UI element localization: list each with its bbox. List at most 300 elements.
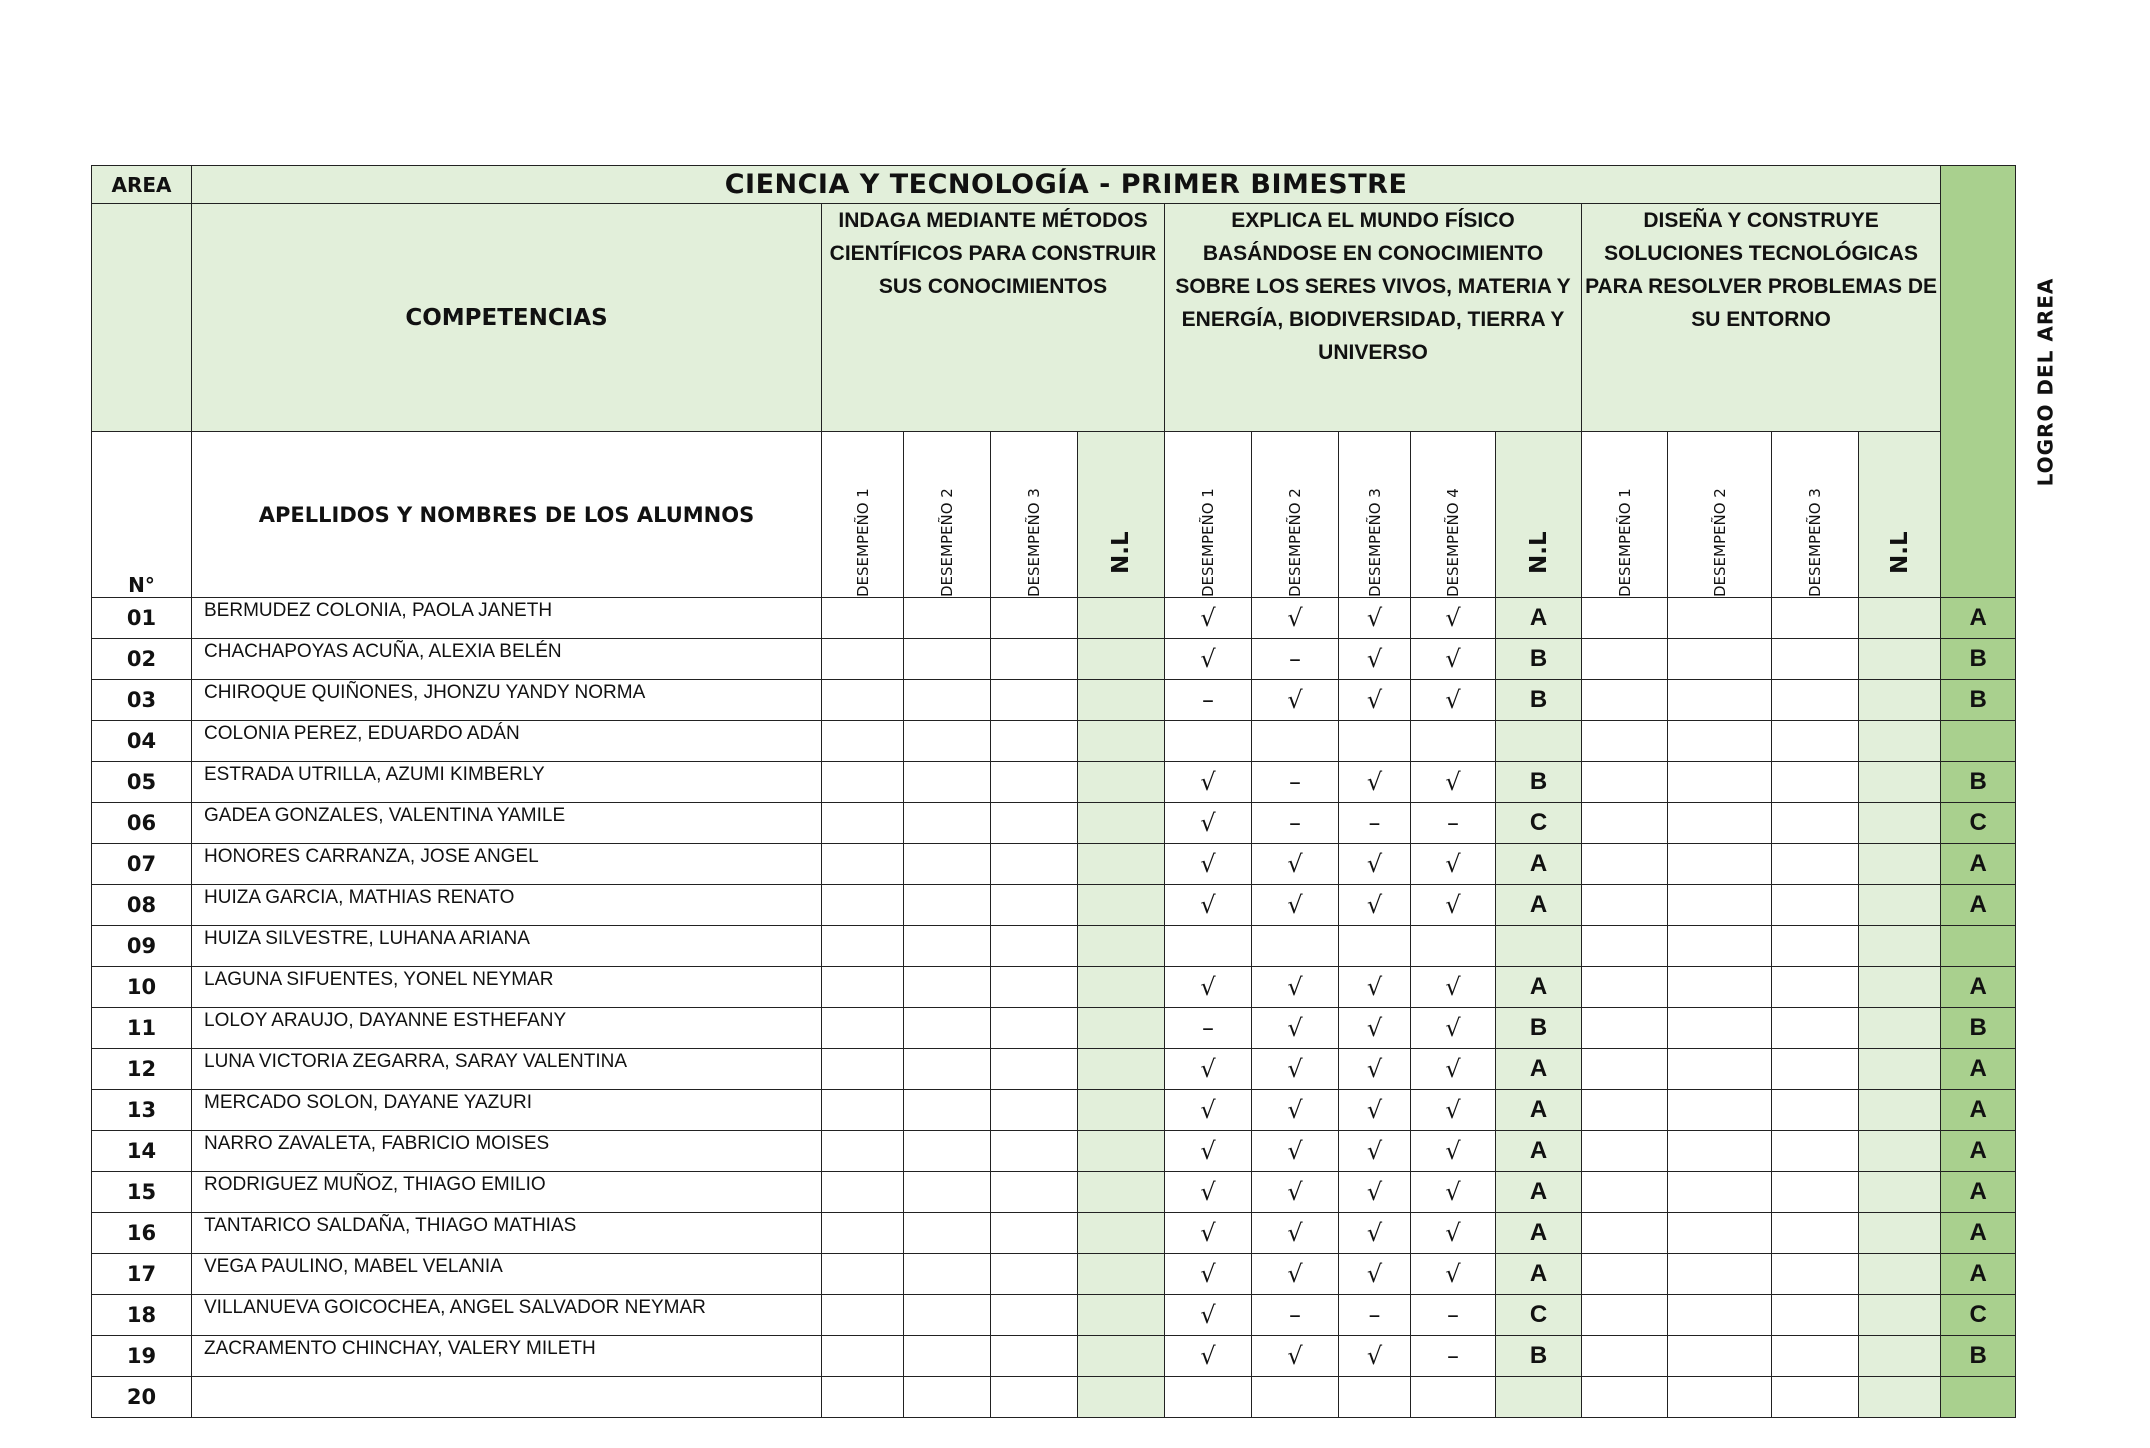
disena-nl-cell [1859, 1336, 1941, 1377]
indaga-desempeno-cell [904, 1254, 991, 1295]
disena-desempeno-cell [1668, 1172, 1772, 1213]
explica-nl-cell: C [1496, 803, 1582, 844]
explica-desempeno-cell: √ [1411, 967, 1496, 1008]
indaga-desempeno-cell [904, 639, 991, 680]
disena-nl-header: N.L [1859, 432, 1941, 598]
explica-nl-cell: A [1496, 844, 1582, 885]
explica-nl-cell: A [1496, 1131, 1582, 1172]
names-header: APELLIDOS Y NOMBRES DE LOS ALUMNOS [192, 432, 822, 598]
indaga-desempeno-cell [991, 680, 1078, 721]
explica-nl-cell: B [1496, 762, 1582, 803]
student-name: CHIROQUE QUIÑONES, JHONZU YANDY NORMA [192, 680, 822, 721]
explica-desempeno-cell: √ [1411, 1172, 1496, 1213]
explica-nl-cell: A [1496, 967, 1582, 1008]
disena-desempeno-cell [1582, 803, 1668, 844]
indaga-desempeno-cell [822, 1254, 904, 1295]
disena-desempeno-2-header: DESEMPEÑO 2 [1668, 432, 1772, 598]
disena-desempeno-cell [1772, 1049, 1859, 1090]
explica-desempeno-cell: – [1165, 1008, 1252, 1049]
student-name: LOLOY ARAUJO, DAYANNE ESTHEFANY [192, 1008, 822, 1049]
disena-desempeno-cell [1668, 639, 1772, 680]
student-name [192, 1377, 822, 1418]
explica-desempeno-cell: √ [1252, 1049, 1339, 1090]
logro-cell: A [1941, 1131, 2016, 1172]
student-name: TANTARICO SALDAÑA, THIAGO MATHIAS [192, 1213, 822, 1254]
student-number: 11 [92, 1008, 192, 1049]
indaga-desempeno-cell [822, 1295, 904, 1336]
explica-desempeno-cell: √ [1339, 598, 1411, 639]
disena-desempeno-cell [1668, 1008, 1772, 1049]
indaga-desempeno-cell [991, 844, 1078, 885]
indaga-desempeno-cell [904, 926, 991, 967]
explica-desempeno-cell: √ [1165, 1295, 1252, 1336]
indaga-nl-cell [1078, 639, 1165, 680]
explica-desempeno-cell: – [1339, 803, 1411, 844]
explica-desempeno-cell: √ [1411, 885, 1496, 926]
disena-nl-cell [1859, 967, 1941, 1008]
explica-desempeno-cell [1252, 926, 1339, 967]
disena-nl-cell [1859, 1377, 1941, 1418]
disena-desempeno-cell [1668, 598, 1772, 639]
explica-desempeno-3-header: DESEMPEÑO 3 [1339, 432, 1411, 598]
area-spacer [92, 204, 192, 432]
disena-desempeno-cell [1668, 762, 1772, 803]
student-name: LUNA VICTORIA ZEGARRA, SARAY VALENTINA [192, 1049, 822, 1090]
student-number: 20 [92, 1377, 192, 1418]
disena-desempeno-cell [1582, 1172, 1668, 1213]
disena-nl-cell [1859, 926, 1941, 967]
explica-desempeno-cell: √ [1339, 1090, 1411, 1131]
explica-desempeno-cell: √ [1252, 1172, 1339, 1213]
explica-desempeno-2-header: DESEMPEÑO 2 [1252, 432, 1339, 598]
logro-cell: A [1941, 1172, 2016, 1213]
disena-nl-cell [1859, 1008, 1941, 1049]
indaga-nl-cell [1078, 1254, 1165, 1295]
indaga-desempeno-cell [991, 1377, 1078, 1418]
disena-nl-cell [1859, 680, 1941, 721]
indaga-desempeno-cell [822, 803, 904, 844]
disena-desempeno-cell [1582, 639, 1668, 680]
explica-desempeno-cell: √ [1165, 1213, 1252, 1254]
explica-desempeno-cell: √ [1165, 844, 1252, 885]
logro-cell: B [1941, 1008, 2016, 1049]
logro-cell: A [1941, 967, 2016, 1008]
student-number: 08 [92, 885, 192, 926]
indaga-desempeno-cell [991, 721, 1078, 762]
explica-desempeno-cell: √ [1339, 680, 1411, 721]
explica-desempeno-cell: √ [1252, 844, 1339, 885]
indaga-desempeno-cell [904, 721, 991, 762]
disena-desempeno-cell [1772, 1295, 1859, 1336]
table-row [92, 926, 2016, 967]
logro-cell: A [1941, 1254, 2016, 1295]
explica-desempeno-cell: √ [1165, 762, 1252, 803]
explica-desempeno-cell: √ [1165, 885, 1252, 926]
disena-desempeno-cell [1582, 967, 1668, 1008]
indaga-desempeno-cell [904, 1008, 991, 1049]
indaga-nl-cell [1078, 762, 1165, 803]
table-row [92, 1213, 2016, 1254]
table-row [92, 1090, 2016, 1131]
disena-desempeno-cell [1772, 598, 1859, 639]
indaga-desempeno-cell [904, 1172, 991, 1213]
logro-header [1941, 166, 2058, 598]
logro-cell: B [1941, 762, 2016, 803]
indaga-nl-cell [1078, 598, 1165, 639]
indaga-nl-cell [1078, 1008, 1165, 1049]
disena-desempeno-cell [1582, 598, 1668, 639]
disena-desempeno-cell [1668, 1131, 1772, 1172]
explica-desempeno-cell [1411, 721, 1496, 762]
explica-desempeno-cell: – [1411, 1295, 1496, 1336]
explica-desempeno-cell [1252, 721, 1339, 762]
table-row [92, 598, 2016, 639]
disena-nl-cell [1859, 803, 1941, 844]
logro-cell [1941, 1377, 2016, 1418]
disena-desempeno-cell [1772, 844, 1859, 885]
explica-desempeno-cell: √ [1165, 598, 1252, 639]
table-row [92, 803, 2016, 844]
student-name: ESTRADA UTRILLA, AZUMI KIMBERLY [192, 762, 822, 803]
disena-desempeno-cell [1668, 967, 1772, 1008]
student-name: BERMUDEZ COLONIA, PAOLA JANETH [192, 598, 822, 639]
indaga-desempeno-cell [904, 762, 991, 803]
competencia-indaga: INDAGA MEDIANTE MÉTODOS CIENTÍFICOS PARA CONSTRUIR SUS CONOCIMIENTOS [822, 204, 1165, 432]
explica-desempeno-cell: √ [1252, 967, 1339, 1008]
indaga-nl-cell [1078, 967, 1165, 1008]
indaga-desempeno-cell [991, 967, 1078, 1008]
explica-desempeno-cell: √ [1411, 1254, 1496, 1295]
explica-desempeno-cell: √ [1339, 1049, 1411, 1090]
disena-desempeno-cell [1772, 1131, 1859, 1172]
explica-nl-cell: A [1496, 885, 1582, 926]
explica-desempeno-cell: √ [1411, 598, 1496, 639]
indaga-desempeno-cell [822, 1090, 904, 1131]
indaga-desempeno-cell [991, 1254, 1078, 1295]
table-row [92, 1049, 2016, 1090]
table-row [92, 967, 2016, 1008]
explica-nl-cell [1496, 926, 1582, 967]
disena-nl-cell [1859, 721, 1941, 762]
explica-nl-cell [1496, 1377, 1582, 1418]
indaga-desempeno-cell [822, 1131, 904, 1172]
logro-cell: A [1941, 885, 2016, 926]
explica-desempeno-cell: √ [1411, 1008, 1496, 1049]
disena-nl-cell [1859, 1172, 1941, 1213]
indaga-nl-cell [1078, 680, 1165, 721]
indaga-desempeno-cell [904, 598, 991, 639]
explica-desempeno-cell: √ [1165, 1049, 1252, 1090]
explica-desempeno-cell: √ [1252, 1131, 1339, 1172]
disena-desempeno-cell [1668, 680, 1772, 721]
indaga-desempeno-cell [904, 1090, 991, 1131]
explica-desempeno-cell: √ [1339, 1008, 1411, 1049]
disena-desempeno-cell [1582, 1336, 1668, 1377]
logro-cell: B [1941, 1336, 2016, 1377]
indaga-desempeno-cell [904, 1213, 991, 1254]
explica-desempeno-cell: √ [1339, 762, 1411, 803]
explica-nl-cell [1496, 721, 1582, 762]
table-row [92, 762, 2016, 803]
explica-desempeno-cell: √ [1165, 639, 1252, 680]
indaga-desempeno-cell [822, 1336, 904, 1377]
student-number: 02 [92, 639, 192, 680]
explica-desempeno-cell: – [1252, 639, 1339, 680]
student-name: VEGA PAULINO, MABEL VELANIA [192, 1254, 822, 1295]
logro-cell: C [1941, 803, 2016, 844]
indaga-desempeno-cell [822, 885, 904, 926]
explica-desempeno-cell: √ [1411, 1131, 1496, 1172]
indaga-desempeno-cell [822, 762, 904, 803]
indaga-desempeno-cell [904, 680, 991, 721]
disena-desempeno-cell [1582, 1377, 1668, 1418]
explica-desempeno-cell: – [1252, 1295, 1339, 1336]
student-name: RODRIGUEZ MUÑOZ, THIAGO EMILIO [192, 1172, 822, 1213]
logro-cell: C [1941, 1295, 2016, 1336]
indaga-desempeno-cell [822, 1049, 904, 1090]
table-row [92, 1336, 2016, 1377]
disena-desempeno-cell [1582, 1049, 1668, 1090]
explica-nl-cell: A [1496, 1172, 1582, 1213]
indaga-desempeno-cell [904, 1131, 991, 1172]
table-row [92, 885, 2016, 926]
explica-desempeno-cell: √ [1339, 844, 1411, 885]
disena-nl-cell [1859, 598, 1941, 639]
explica-desempeno-cell: √ [1252, 1090, 1339, 1131]
explica-desempeno-cell: – [1339, 1295, 1411, 1336]
indaga-desempeno-cell [904, 1049, 991, 1090]
indaga-nl-cell [1078, 844, 1165, 885]
table-row [92, 1254, 2016, 1295]
explica-desempeno-cell: √ [1165, 1172, 1252, 1213]
disena-desempeno-cell [1668, 844, 1772, 885]
student-name: LAGUNA SIFUENTES, YONEL NEYMAR [192, 967, 822, 1008]
indaga-nl-cell [1078, 1336, 1165, 1377]
explica-desempeno-cell [1252, 1377, 1339, 1418]
indaga-nl-header: N.L [1078, 432, 1165, 598]
student-name: HUIZA GARCIA, MATHIAS RENATO [192, 885, 822, 926]
indaga-desempeno-cell [904, 1336, 991, 1377]
disena-desempeno-cell [1772, 1008, 1859, 1049]
logro-cell: A [1941, 844, 2016, 885]
table-row [92, 1131, 2016, 1172]
explica-nl-cell: B [1496, 639, 1582, 680]
explica-desempeno-cell: √ [1339, 967, 1411, 1008]
disena-desempeno-cell [1772, 803, 1859, 844]
disena-desempeno-cell [1772, 926, 1859, 967]
explica-nl-cell: B [1496, 680, 1582, 721]
area-label: AREA [92, 166, 192, 204]
explica-desempeno-cell: √ [1252, 598, 1339, 639]
explica-desempeno-4-header: DESEMPEÑO 4 [1411, 432, 1496, 598]
indaga-desempeno-cell [991, 639, 1078, 680]
indaga-nl-cell [1078, 1131, 1165, 1172]
student-number: 06 [92, 803, 192, 844]
explica-desempeno-cell: √ [1252, 1008, 1339, 1049]
explica-desempeno-cell: √ [1252, 680, 1339, 721]
indaga-desempeno-cell [822, 926, 904, 967]
student-number: 13 [92, 1090, 192, 1131]
logro-cell: B [1941, 680, 2016, 721]
table-row [92, 721, 2016, 762]
indaga-desempeno-cell [991, 1049, 1078, 1090]
disena-desempeno-cell [1772, 680, 1859, 721]
disena-desempeno-cell [1772, 967, 1859, 1008]
logro-label: LOGRO DEL AREA [2033, 277, 2058, 486]
number-header: N° [92, 432, 192, 598]
explica-desempeno-cell: – [1411, 803, 1496, 844]
indaga-desempeno-cell [991, 1213, 1078, 1254]
indaga-nl-cell [1078, 721, 1165, 762]
student-number: 03 [92, 680, 192, 721]
disena-desempeno-cell [1772, 1172, 1859, 1213]
explica-desempeno-cell: √ [1252, 1213, 1339, 1254]
indaga-desempeno-cell [822, 1213, 904, 1254]
disena-desempeno-cell [1582, 762, 1668, 803]
indaga-desempeno-cell [991, 1336, 1078, 1377]
indaga-desempeno-cell [991, 1295, 1078, 1336]
disena-nl-cell [1859, 1295, 1941, 1336]
explica-nl-cell: B [1496, 1336, 1582, 1377]
explica-desempeno-cell: √ [1339, 1131, 1411, 1172]
disena-desempeno-cell [1668, 1336, 1772, 1377]
grades-table [91, 165, 2058, 1418]
indaga-nl-cell [1078, 926, 1165, 967]
table-row [92, 1008, 2016, 1049]
indaga-desempeno-cell [991, 598, 1078, 639]
disena-desempeno-cell [1668, 1377, 1772, 1418]
explica-nl-header: N.L [1496, 432, 1582, 598]
student-name: COLONIA PEREZ, EDUARDO ADÁN [192, 721, 822, 762]
indaga-desempeno-cell [904, 885, 991, 926]
explica-desempeno-cell: √ [1411, 844, 1496, 885]
student-number: 04 [92, 721, 192, 762]
disena-desempeno-cell [1582, 1213, 1668, 1254]
logro-cell [1941, 926, 2016, 967]
indaga-desempeno-cell [904, 967, 991, 1008]
disena-nl-cell [1859, 1090, 1941, 1131]
explica-desempeno-cell: √ [1411, 680, 1496, 721]
indaga-nl-cell [1078, 1295, 1165, 1336]
indaga-desempeno-cell [991, 1008, 1078, 1049]
indaga-desempeno-cell [822, 844, 904, 885]
student-number: 18 [92, 1295, 192, 1336]
student-number: 10 [92, 967, 192, 1008]
explica-desempeno-cell: √ [1339, 1336, 1411, 1377]
disena-nl-cell [1859, 1131, 1941, 1172]
indaga-desempeno-cell [991, 926, 1078, 967]
disena-desempeno-cell [1772, 1377, 1859, 1418]
explica-desempeno-cell: √ [1339, 885, 1411, 926]
explica-desempeno-cell: √ [1165, 1090, 1252, 1131]
explica-nl-cell: A [1496, 1213, 1582, 1254]
indaga-nl-cell [1078, 1049, 1165, 1090]
indaga-desempeno-cell [822, 967, 904, 1008]
logro-cell: B [1941, 639, 2016, 680]
explica-desempeno-cell: √ [1165, 1254, 1252, 1295]
disena-nl-cell [1859, 885, 1941, 926]
student-number: 16 [92, 1213, 192, 1254]
table-row [92, 639, 2016, 680]
indaga-nl-cell [1078, 1172, 1165, 1213]
explica-desempeno-cell [1165, 721, 1252, 762]
indaga-desempeno-cell [904, 844, 991, 885]
disena-desempeno-cell [1668, 721, 1772, 762]
explica-desempeno-cell: √ [1411, 762, 1496, 803]
table-row [92, 1295, 2016, 1336]
disena-desempeno-cell [1772, 1090, 1859, 1131]
logro-cell: A [1941, 1090, 2016, 1131]
disena-desempeno-cell [1668, 885, 1772, 926]
disena-desempeno-cell [1582, 1008, 1668, 1049]
page-title: CIENCIA Y TECNOLOGÍA - PRIMER BIMESTRE [192, 166, 1941, 204]
student-number: 12 [92, 1049, 192, 1090]
table-row [92, 1172, 2016, 1213]
disena-desempeno-cell [1668, 1090, 1772, 1131]
competencias-label: COMPETENCIAS [192, 204, 822, 432]
disena-desempeno-cell [1582, 885, 1668, 926]
indaga-desempeno-cell [822, 1172, 904, 1213]
disena-nl-cell [1859, 1213, 1941, 1254]
indaga-nl-cell [1078, 1090, 1165, 1131]
student-number: 17 [92, 1254, 192, 1295]
explica-desempeno-cell [1165, 926, 1252, 967]
indaga-desempeno-cell [822, 1008, 904, 1049]
indaga-desempeno-cell [822, 680, 904, 721]
explica-desempeno-cell: √ [1411, 1049, 1496, 1090]
student-number: 07 [92, 844, 192, 885]
explica-desempeno-cell: √ [1165, 1131, 1252, 1172]
indaga-desempeno-cell [822, 639, 904, 680]
disena-desempeno-cell [1582, 1090, 1668, 1131]
explica-desempeno-cell: √ [1165, 967, 1252, 1008]
explica-desempeno-cell: √ [1339, 1213, 1411, 1254]
disena-desempeno-cell [1582, 1254, 1668, 1295]
explica-desempeno-cell [1411, 1377, 1496, 1418]
student-number: 01 [92, 598, 192, 639]
student-number: 05 [92, 762, 192, 803]
disena-nl-cell [1859, 1049, 1941, 1090]
student-name: HUIZA SILVESTRE, LUHANA ARIANA [192, 926, 822, 967]
indaga-desempeno-cell [822, 721, 904, 762]
indaga-desempeno-cell [991, 1090, 1078, 1131]
indaga-desempeno-1-header: DESEMPEÑO 1 [822, 432, 904, 598]
explica-nl-cell: A [1496, 598, 1582, 639]
indaga-nl-cell [1078, 885, 1165, 926]
indaga-nl-cell [1078, 803, 1165, 844]
student-number: 15 [92, 1172, 192, 1213]
student-name: ZACRAMENTO CHINCHAY, VALERY MILETH [192, 1336, 822, 1377]
disena-desempeno-cell [1668, 1213, 1772, 1254]
explica-nl-cell: A [1496, 1254, 1582, 1295]
explica-desempeno-cell: – [1165, 680, 1252, 721]
logro-cell [1941, 721, 2016, 762]
disena-desempeno-cell [1582, 844, 1668, 885]
disena-desempeno-1-header: DESEMPEÑO 1 [1582, 432, 1668, 598]
disena-desempeno-cell [1772, 1254, 1859, 1295]
student-name: VILLANUEVA GOICOCHEA, ANGEL SALVADOR NEYMAR [192, 1295, 822, 1336]
explica-desempeno-cell: √ [1165, 803, 1252, 844]
disena-nl-cell [1859, 762, 1941, 803]
indaga-desempeno-cell [991, 1131, 1078, 1172]
logro-cell: A [1941, 1213, 2016, 1254]
explica-desempeno-cell: √ [1339, 1254, 1411, 1295]
indaga-desempeno-3-header: DESEMPEÑO 3 [991, 432, 1078, 598]
explica-nl-cell: A [1496, 1049, 1582, 1090]
disena-desempeno-cell [1772, 762, 1859, 803]
student-number: 19 [92, 1336, 192, 1377]
explica-desempeno-1-header: DESEMPEÑO 1 [1165, 432, 1252, 598]
